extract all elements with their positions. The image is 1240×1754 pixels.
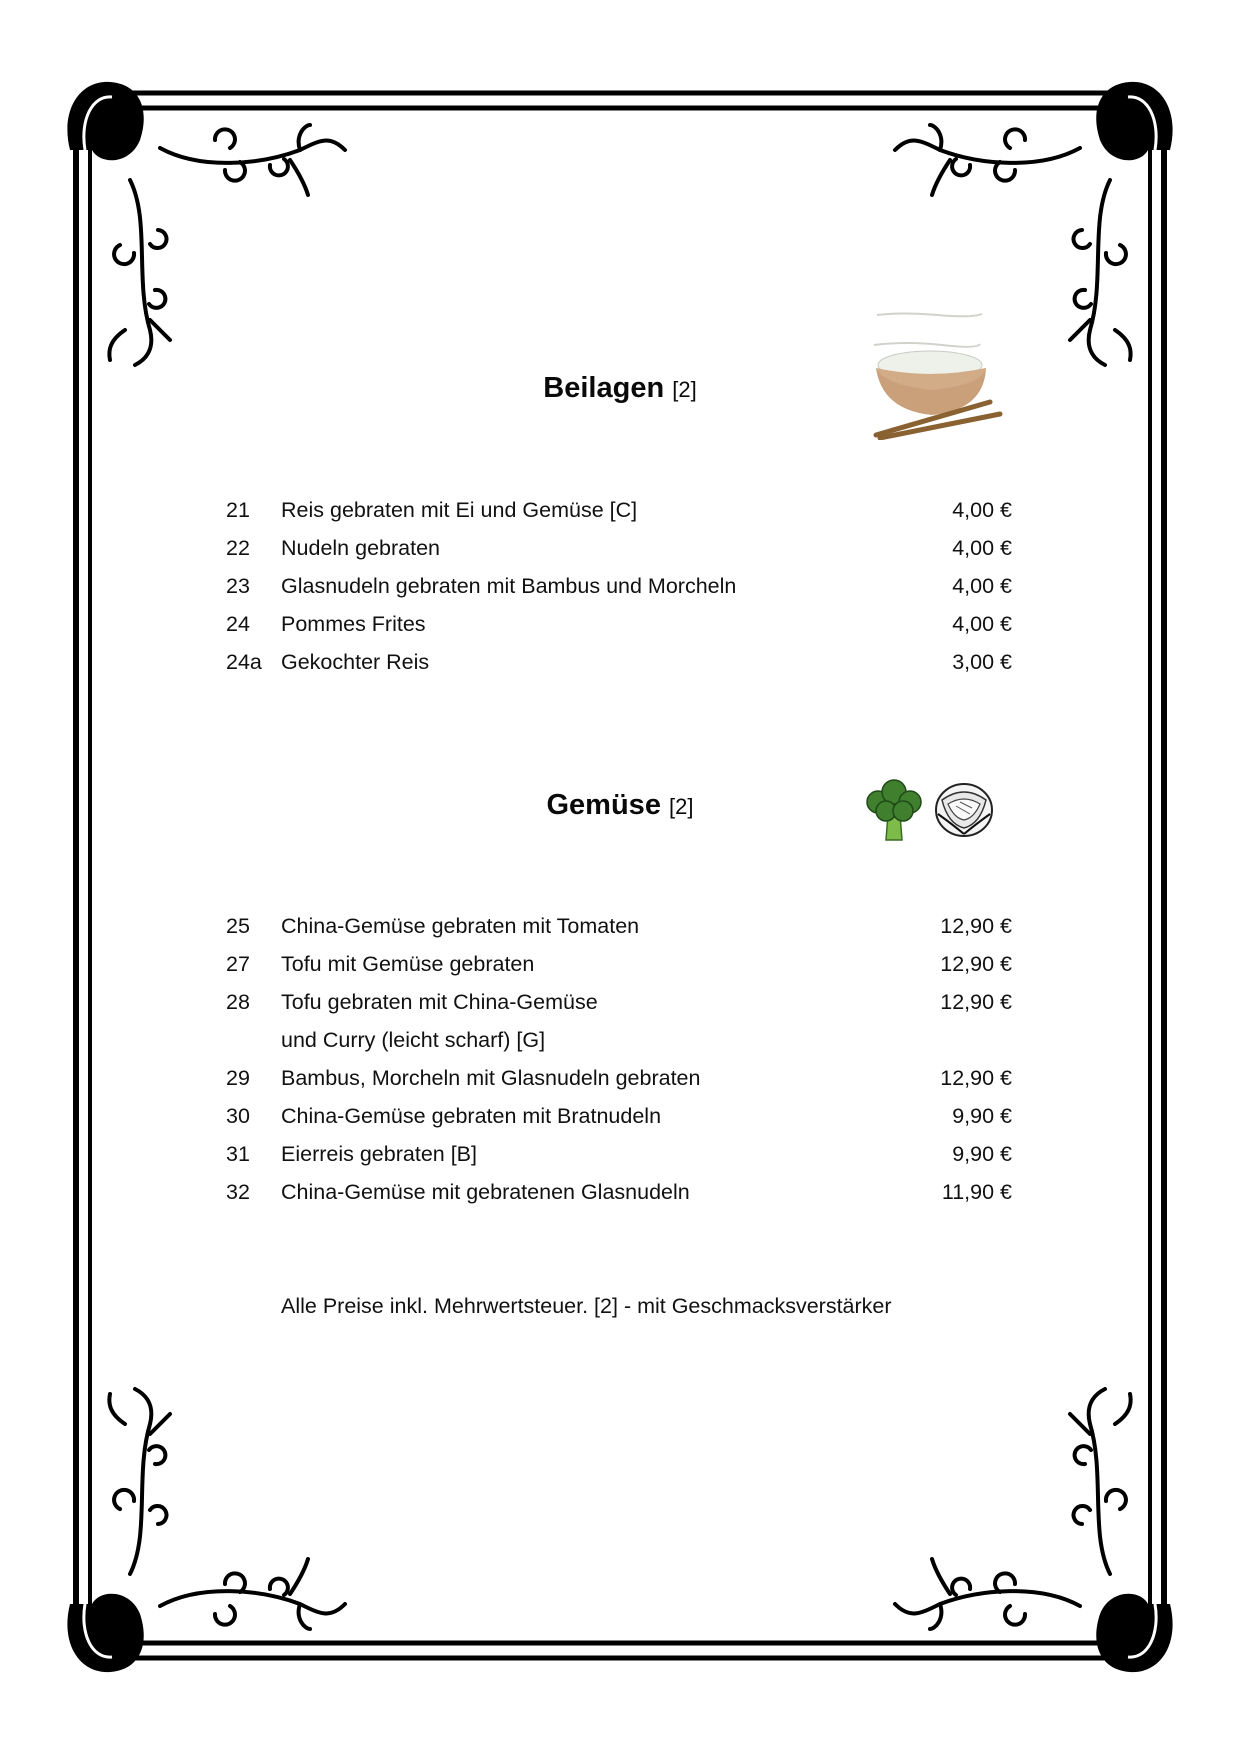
item-price: 3,00 € <box>952 650 1012 674</box>
menu-item <box>226 1176 1012 1208</box>
item-number: 24a <box>226 650 262 674</box>
menu-item <box>226 1062 1012 1094</box>
section-title-gemuese <box>0 789 1240 822</box>
item-description: China-Gemüse mit gebratenen Glasnudeln <box>281 1180 690 1204</box>
item-description: China-Gemüse gebraten mit Bratnudeln <box>281 1104 662 1128</box>
menu-item-continuation <box>226 1024 1012 1056</box>
item-price: 9,90 € <box>952 1142 1012 1166</box>
item-description: Pommes Frites <box>281 612 426 636</box>
broccoli-icon <box>862 778 928 844</box>
section-title-beilagen <box>0 372 1240 405</box>
menu-item <box>226 1138 1012 1170</box>
item-price: 4,00 € <box>952 536 1012 560</box>
section-tag: [2] <box>669 794 694 819</box>
item-number: 25 <box>226 914 250 938</box>
menu-item <box>226 910 1012 942</box>
item-price: 12,90 € <box>940 990 1012 1014</box>
item-number: 23 <box>226 574 250 598</box>
item-number: 21 <box>226 498 250 522</box>
item-price: 9,90 € <box>952 1104 1012 1128</box>
item-description: Nudeln gebraten <box>281 536 440 560</box>
item-description: Gekochter Reis <box>281 650 430 674</box>
cabbage-icon <box>932 780 996 840</box>
menu-item <box>226 532 1012 564</box>
menu-item <box>226 1100 1012 1132</box>
item-number: 32 <box>226 1180 250 1204</box>
item-number: 24 <box>226 612 250 636</box>
item-price: 12,90 € <box>940 914 1012 938</box>
item-description: Reis gebraten mit Ei und Gemüse [C] <box>281 498 638 522</box>
menu-item <box>226 494 1012 526</box>
item-number: 29 <box>226 1066 250 1090</box>
section-title: Beilagen <box>543 372 665 404</box>
item-description: Glasnudeln gebraten mit Bambus und Morcheln <box>281 574 737 598</box>
rice-bowl-icon <box>862 310 1012 440</box>
footer-note: Alle Preise inkl. Mehrwertsteuer. [2] - mit Geschmacksverstärker <box>281 1294 892 1318</box>
item-price: 12,90 € <box>940 1066 1012 1090</box>
item-description: China-Gemüse gebraten mit Tomaten <box>281 914 640 938</box>
menu-item <box>226 646 1012 678</box>
menu-item <box>226 948 1012 980</box>
item-description-line2: und Curry (leicht scharf) [G] <box>281 1028 546 1052</box>
item-number: 22 <box>226 536 250 560</box>
item-number: 28 <box>226 990 250 1014</box>
item-price: 11,90 € <box>941 1180 1012 1204</box>
section-tag: [2] <box>672 377 697 402</box>
menu-item <box>226 570 1012 602</box>
item-description: Tofu gebraten mit China-Gemüse <box>281 990 598 1014</box>
item-price: 4,00 € <box>952 612 1012 636</box>
item-number: 31 <box>226 1142 250 1166</box>
item-description: Eierreis gebraten [B] <box>281 1142 477 1166</box>
item-number: 27 <box>226 952 250 976</box>
item-price: 4,00 € <box>952 498 1012 522</box>
menu-item <box>226 608 1012 640</box>
item-number: 30 <box>226 1104 250 1128</box>
item-price: 12,90 € <box>940 952 1012 976</box>
item-price: 4,00 € <box>952 574 1012 598</box>
menu-item <box>226 986 1012 1018</box>
item-description: Bambus, Morcheln mit Glasnudeln gebraten <box>281 1066 701 1090</box>
section-title: Gemüse <box>546 789 661 821</box>
item-description: Tofu mit Gemüse gebraten <box>281 952 535 976</box>
